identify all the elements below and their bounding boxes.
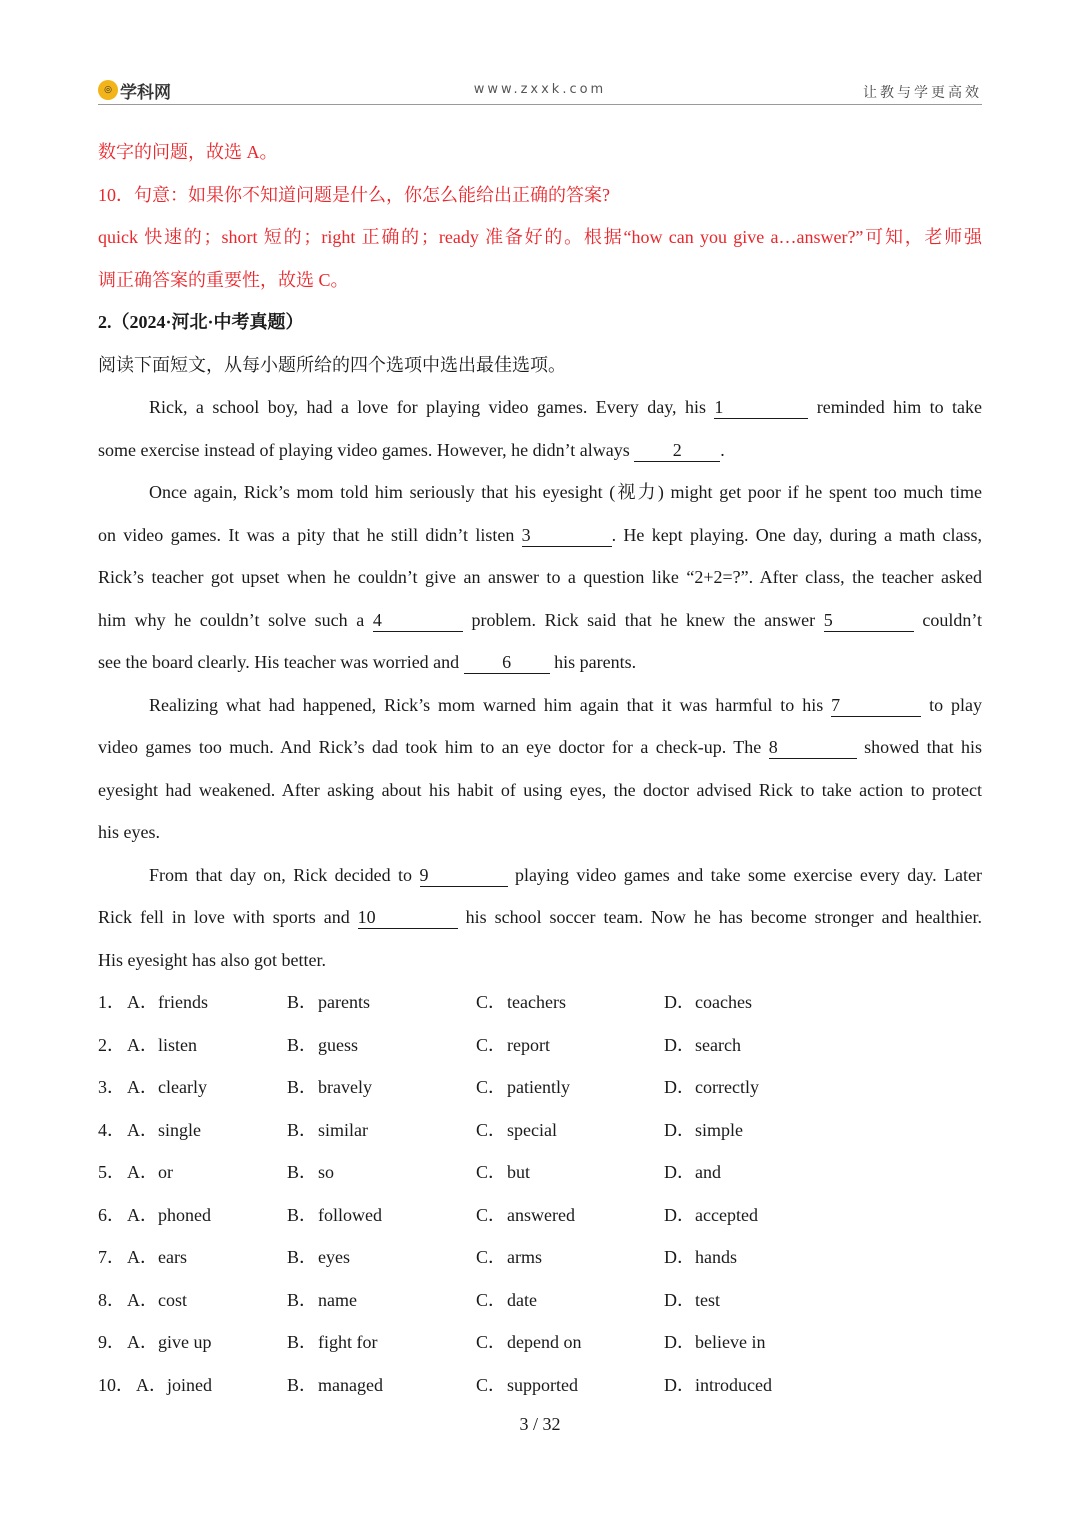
analysis-line: quick 快速的；short 短的；right 正确的；ready 准备好的。根据“how can you give a…answer?”可知，老师强 [98,227,982,247]
option-letter: B． [287,1247,318,1267]
option-text: parents [318,992,370,1012]
option-a [127,1194,211,1237]
blank-4: 4 [373,611,463,632]
option-b [287,1066,372,1109]
option-text: arms [507,1247,542,1267]
passage-line [98,599,982,642]
option-text: or [158,1162,173,1182]
option-letter: D． [664,1374,695,1395]
passage-line [98,726,982,769]
option-number: 6． [98,1204,125,1225]
page-number: 3 / 32 [519,1414,561,1434]
option-number: 10． [98,1374,134,1395]
option-text: coaches [695,992,752,1012]
option-letter: A． [127,1034,158,1055]
blank-6: 6 [464,653,550,674]
option-d [664,1279,720,1322]
option-text: phoned [158,1204,211,1225]
passage-text: his school soccer team. Now he has become stronger and healthier. [465,907,983,927]
passage-text: . [720,439,725,460]
option-b [287,1364,383,1407]
logo-text: 学科网 [120,82,171,103]
blank-7: 7 [831,696,921,717]
option-c [476,1151,530,1194]
option-number: 1． [98,992,125,1012]
option-letter: A． [127,1077,158,1097]
option-letter: B． [287,992,318,1012]
option-text: depend on [507,1332,582,1352]
option-c [476,1194,575,1237]
option-letter: A． [127,992,158,1012]
option-c [476,1109,557,1152]
passage-text: playing video games and take some exercise every day. Later [514,864,982,885]
option-row [98,1151,982,1194]
option-text: cost [158,1289,187,1310]
option-number: 2． [98,1034,125,1055]
option-d [664,1109,743,1152]
option-row [98,1109,982,1152]
option-number: 5． [98,1162,125,1182]
option-b [287,1109,368,1152]
option-text: but [507,1162,531,1182]
option-letter: D． [664,1162,695,1182]
option-d [664,981,752,1024]
question-title: 2.（2024·河北·中考真题） [98,312,304,332]
page-content [98,131,982,1406]
option-text: eyes [318,1247,350,1267]
passage-line: eyesight had weakened. After asking about his habit of using eyes, the doctor advised Rick to take action to protect [98,779,982,800]
option-c [476,1321,581,1364]
passage-text: his parents. [554,652,637,672]
passage-line: Once again, Rick’s mom told him seriously that his eyesight (视力) might get poor if he spent too much time [149,482,982,502]
option-text: answered [507,1204,575,1225]
option-text: listen [158,1034,197,1055]
option-d [664,1151,721,1194]
option-letter: B． [287,1289,318,1310]
option-letter: B． [287,1204,318,1225]
option-text: search [695,1034,741,1055]
option-number: 4． [98,1119,125,1140]
option-letter: D． [664,1204,695,1225]
option-letter: C． [476,1162,507,1182]
option-row [98,1279,982,1322]
option-letter: D． [664,1332,695,1352]
option-letter: A． [127,1119,158,1140]
option-letter: B． [287,1374,318,1395]
option-c [476,1236,542,1279]
option-text: clearly [158,1077,207,1097]
option-row [98,1236,982,1279]
option-text: ears [158,1247,187,1267]
option-text: guess [318,1034,358,1055]
option-text: friends [158,992,208,1012]
option-text: fight for [318,1332,378,1352]
passage-text: him why he couldn’t solve such a [98,609,365,630]
analysis-line: 数字的问题，故选 A。 [98,142,278,162]
option-text: date [507,1289,537,1310]
passage-line [98,896,982,939]
option-a [127,1109,201,1152]
option-letter: A． [127,1289,158,1310]
option-letter: A． [127,1204,158,1225]
option-text: introduced [695,1374,772,1395]
option-letter: B． [287,1077,318,1097]
passage-line [98,386,982,429]
question-instruction: 阅读下面短文，从每小题所给的四个选项中选出最佳选项。 [98,354,566,375]
analysis-line: 10．句意：如果你不知道问题是什么，你怎么能给出正确的答案? [98,184,610,205]
option-text: single [158,1119,201,1140]
option-number: 9． [98,1332,125,1352]
option-c [476,1066,570,1109]
option-text: similar [318,1119,368,1140]
option-a [127,1279,187,1322]
passage-text: Rick fell in love with sports and [98,907,350,927]
page-header [98,74,982,105]
option-b [287,1024,358,1067]
passage-text: to play [929,694,982,715]
option-text: give up [158,1332,212,1352]
options-list [98,981,982,1406]
passage-text: on video games. It was a pity that he still didn’t listen [98,524,515,545]
option-text: managed [318,1374,383,1395]
option-c [476,1279,537,1322]
option-letter: D． [664,1077,695,1097]
blank-3: 3 [522,526,612,547]
option-letter: C． [476,1289,507,1310]
passage-line: Rick’s teacher got upset when he couldn’t give an answer to a question like “2+2=?”. After class, the teacher asked [98,567,982,587]
option-d [664,1194,758,1237]
option-row [98,1321,982,1364]
passage-text: some exercise instead of playing video games. However, he didn’t always [98,439,630,460]
passage-line: His eyesight has also got better. [98,949,326,970]
option-a [127,1024,197,1067]
option-b [287,1151,334,1194]
option-letter: D． [664,1289,695,1310]
blank-2: 2 [634,441,720,462]
option-letter: B． [287,1162,318,1182]
option-a [127,981,208,1024]
option-letter: D． [664,1034,695,1055]
blank-8: 8 [769,738,857,759]
option-letter: C． [476,1034,507,1055]
option-text: report [507,1034,550,1055]
option-row [98,1024,982,1067]
option-letter: A． [136,1374,167,1395]
passage-text: couldn’t [922,609,983,630]
option-letter: D． [664,1119,695,1140]
passage-line [98,514,982,557]
blank-5: 5 [824,611,914,632]
option-row [98,981,982,1024]
option-text: name [318,1289,357,1310]
option-a [127,1236,187,1279]
option-row [98,1066,982,1109]
option-letter: C． [476,1204,507,1225]
option-c [476,981,566,1024]
option-a [127,1321,212,1364]
option-a [136,1364,212,1407]
option-number: 7． [98,1247,125,1267]
passage-line [98,429,982,472]
option-d [664,1364,772,1407]
passage-text: video games too much. And Rick’s dad took him to an eye doctor for a check-up. The [98,737,762,757]
passage-text: From that day on, Rick decided to [149,864,413,885]
option-b [287,1194,382,1237]
option-letter: A． [127,1247,158,1267]
option-d [664,1066,759,1109]
option-b [287,1236,350,1279]
blank-9: 9 [420,866,508,887]
option-text: bravely [318,1077,372,1097]
option-letter: B． [287,1034,318,1055]
option-text: accepted [695,1204,758,1225]
passage-text: see the board clearly. His teacher was worried and [98,652,460,672]
option-letter: C． [476,1374,507,1395]
option-text: correctly [695,1077,759,1097]
option-letter: D． [664,992,695,1012]
passage-text: . He kept playing. One day, during a math class, [611,524,982,545]
option-d [664,1024,741,1067]
analysis-line: 调正确答案的重要性，故选 C。 [98,269,349,290]
option-row [98,1194,982,1237]
option-text: and [695,1162,721,1182]
passage-line: his eyes. [98,822,160,842]
passage-line [98,854,982,897]
option-d [664,1236,737,1279]
option-text: hands [695,1247,737,1267]
passage-line [98,684,982,727]
option-text: supported [507,1374,578,1395]
passage-text: Realizing what had happened, Rick’s mom warned him again that it was harmful to his [149,694,824,715]
option-text: special [507,1119,557,1140]
option-letter: B． [287,1332,318,1352]
option-text: joined [167,1374,212,1395]
option-text: so [318,1162,335,1182]
option-letter: C． [476,1332,507,1352]
option-text: believe in [695,1332,766,1352]
option-row [98,1364,982,1407]
option-letter: D． [664,1247,695,1267]
slogan: 让教与学更高效 [863,85,982,101]
blank-10: 10 [358,908,458,929]
option-b [287,1279,357,1322]
passage-text: problem. Rick said that he knew the answer [471,609,816,630]
option-a [127,1151,173,1194]
option-b [287,1321,377,1364]
passage-text: Rick, a school boy, had a love for playing video games. Every day, his [149,397,706,417]
option-c [476,1024,550,1067]
option-letter: A． [127,1332,158,1352]
option-letter: A． [127,1162,158,1182]
option-letter: C． [476,1247,507,1267]
site-url: www.zxxk.com [473,82,607,97]
option-letter: C． [476,1077,507,1097]
option-text: simple [695,1119,743,1140]
blank-1: 1 [714,398,808,419]
passage-text: showed that his [864,737,983,757]
option-text: patiently [507,1077,570,1097]
option-text: followed [318,1204,382,1225]
option-d [664,1321,765,1364]
option-letter: B． [287,1119,318,1140]
option-a [127,1066,207,1109]
option-b [287,981,370,1024]
option-text: test [695,1289,720,1310]
option-letter: C． [476,992,507,1012]
passage-line [98,641,982,684]
graduation-cap-icon: ◎ [98,80,118,100]
option-number: 8． [98,1289,125,1310]
passage-text: reminded him to take [816,397,983,417]
option-text: teachers [507,992,566,1012]
option-letter: C． [476,1119,507,1140]
option-c [476,1364,578,1407]
option-number: 3． [98,1077,125,1097]
